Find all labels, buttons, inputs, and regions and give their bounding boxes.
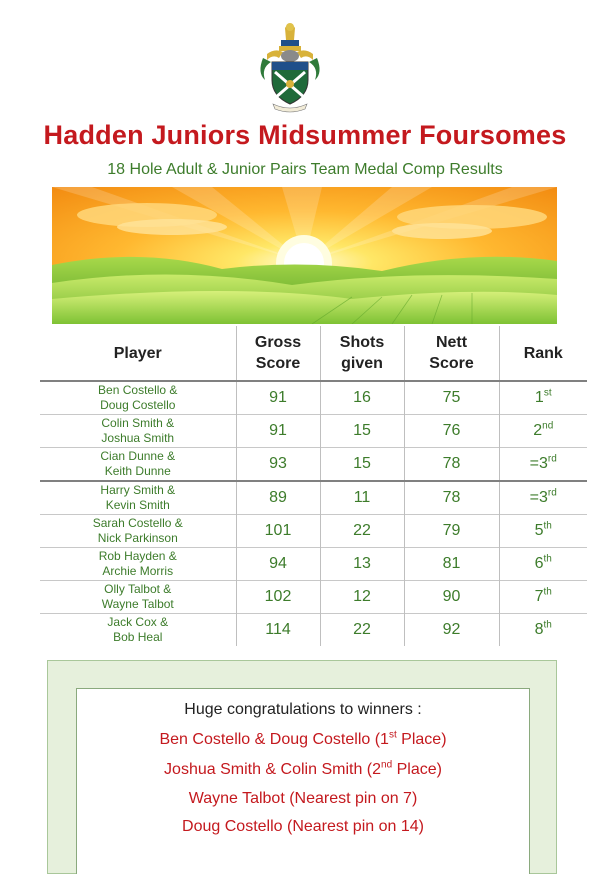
- player-cell: Ben Costello & Doug Costello: [40, 381, 236, 415]
- nearest-pin-line-2: Doug Costello (Nearest pin on 14): [182, 818, 424, 835]
- table-row: [40, 515, 587, 548]
- shots-cell: 16: [320, 381, 404, 415]
- shots-cell: 22: [320, 515, 404, 548]
- rank-cell: 2nd: [499, 415, 587, 448]
- table-row: [40, 448, 587, 482]
- nett-cell: 75: [404, 381, 499, 415]
- congrats-box: [76, 688, 530, 874]
- gross-cell: 89: [236, 481, 320, 515]
- rank-cell: 7th: [499, 581, 587, 614]
- header-shots-given: Shots given: [320, 326, 404, 381]
- player-cell: Jack Cox & Bob Heal: [40, 614, 236, 647]
- table-row: [40, 415, 587, 448]
- player-cell: Harry Smith & Kevin Smith: [40, 481, 236, 515]
- nett-cell: 78: [404, 448, 499, 482]
- gross-cell: 102: [236, 581, 320, 614]
- player-cell: Rob Hayden & Archie Morris: [40, 548, 236, 581]
- winner-line-2: Joshua Smith & Colin Smith (2nd Place): [164, 759, 442, 778]
- table-row: [40, 381, 587, 415]
- shots-cell: 12: [320, 581, 404, 614]
- player-cell: Cian Dunne & Keith Dunne: [40, 448, 236, 482]
- gross-cell: 94: [236, 548, 320, 581]
- gross-cell: 91: [236, 415, 320, 448]
- rank-cell: =3rd: [499, 448, 587, 482]
- rank-cell: 5th: [499, 515, 587, 548]
- nett-cell: 81: [404, 548, 499, 581]
- shots-cell: 11: [320, 481, 404, 515]
- shots-cell: 22: [320, 614, 404, 647]
- winner-line-1: Ben Costello & Doug Costello (1st Place): [159, 729, 447, 748]
- table-row: [40, 481, 587, 515]
- header-nett-score: Nett Score: [404, 326, 499, 381]
- gross-cell: 93: [236, 448, 320, 482]
- congrats-heading: Huge congratulations to winners :: [184, 701, 422, 718]
- header-rank: Rank: [499, 326, 587, 381]
- table-row: [40, 581, 587, 614]
- gross-cell: 91: [236, 381, 320, 415]
- player-cell: Sarah Costello & Nick Parkinson: [40, 515, 236, 548]
- nett-cell: 78: [404, 481, 499, 515]
- nett-cell: 90: [404, 581, 499, 614]
- results-table: [40, 326, 587, 646]
- club-crest-icon: [255, 18, 325, 113]
- rank-cell: 8th: [499, 614, 587, 647]
- congrats-panel: [47, 660, 557, 874]
- table-row: [40, 548, 587, 581]
- rank-cell: =3rd: [499, 481, 587, 515]
- shots-cell: 13: [320, 548, 404, 581]
- player-cell: Olly Talbot & Wayne Talbot: [40, 581, 236, 614]
- rank-cell: 6th: [499, 548, 587, 581]
- player-cell: Colin Smith & Joshua Smith: [40, 415, 236, 448]
- nearest-pin-line-1: Wayne Talbot (Nearest pin on 7): [188, 790, 418, 807]
- header-player: Player: [40, 326, 236, 381]
- table-header-row: [40, 326, 587, 381]
- sunrise-landscape-image: [52, 187, 557, 324]
- page-title: Hadden Juniors Midsummer Foursomes: [43, 120, 567, 150]
- rank-cell: 1st: [499, 381, 587, 415]
- nett-cell: 79: [404, 515, 499, 548]
- shots-cell: 15: [320, 448, 404, 482]
- gross-cell: 114: [236, 614, 320, 647]
- nett-cell: 92: [404, 614, 499, 647]
- table-row: [40, 614, 587, 647]
- shots-cell: 15: [320, 415, 404, 448]
- gross-cell: 101: [236, 515, 320, 548]
- header-gross-score: Gross Score: [236, 326, 320, 381]
- nett-cell: 76: [404, 415, 499, 448]
- page-subtitle: 18 Hole Adult & Junior Pairs Team Medal Comp Results: [107, 161, 503, 178]
